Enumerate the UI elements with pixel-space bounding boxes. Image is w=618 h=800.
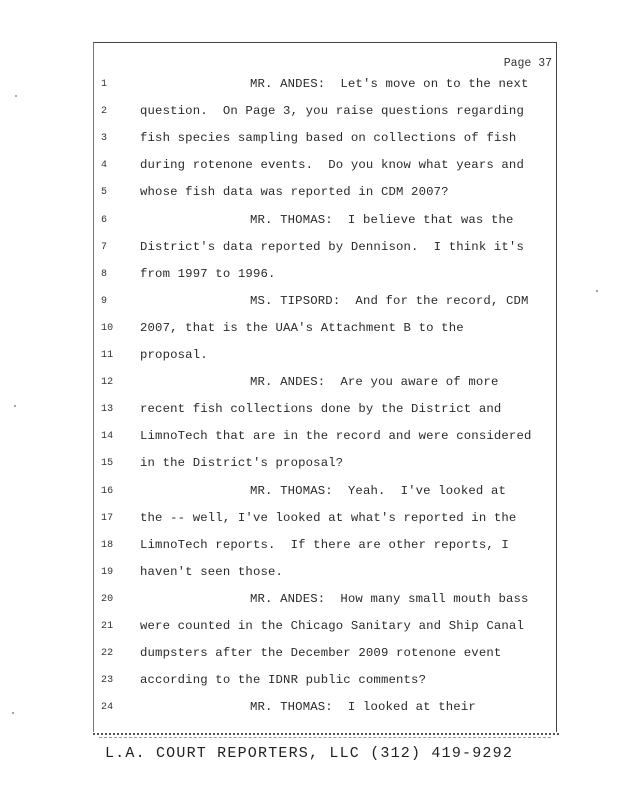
line-number: 6 xyxy=(101,214,108,226)
line-number: 14 xyxy=(101,431,114,443)
line-number: 9 xyxy=(101,295,108,307)
line-text: MR. THOMAS: I believe that was the xyxy=(250,212,514,227)
scan-speck xyxy=(15,95,17,97)
line-text: during rotenone events. Do you know what years and xyxy=(140,158,524,173)
line-number: 21 xyxy=(101,621,114,632)
line-number: 20 xyxy=(101,593,114,605)
line-text: MR. THOMAS: I looked at their xyxy=(250,700,476,715)
transcript-line xyxy=(94,511,556,531)
line-number: 12 xyxy=(101,377,114,389)
line-number: 18 xyxy=(101,539,114,551)
line-number: 4 xyxy=(101,160,108,172)
line-text: MR. THOMAS: Yeah. I've looked at xyxy=(250,483,506,498)
line-text: 2007, that is the UAA's Attachment B to the xyxy=(140,320,464,335)
line-number: 22 xyxy=(101,648,114,660)
line-text: were counted in the Chicago Sanitary and Ship Canal xyxy=(140,619,524,633)
line-text: according to the IDNR public comments? xyxy=(140,673,427,688)
line-number: 11 xyxy=(101,350,114,361)
transcript-page xyxy=(93,42,557,732)
line-text: LimnoTech reports. If there are other reports, I xyxy=(140,537,509,552)
line-text: MR. ANDES: How many small mouth bass xyxy=(250,591,529,606)
transcript-line xyxy=(94,131,556,151)
line-text: the -- well, I've looked at what's reported in the xyxy=(140,510,517,525)
line-number: 16 xyxy=(101,485,114,497)
page-bottom-border xyxy=(93,733,559,735)
line-text: District's data reported by Dennison. I think it's xyxy=(140,239,524,254)
page-number: Page 37 xyxy=(503,57,552,70)
transcript-line xyxy=(94,213,556,233)
scan-speck xyxy=(12,712,14,714)
transcript-line xyxy=(94,77,556,97)
transcript-line xyxy=(94,348,556,368)
line-number: 15 xyxy=(101,458,114,470)
line-number: 24 xyxy=(101,702,114,714)
transcript-line xyxy=(94,375,556,395)
transcript-line xyxy=(94,158,556,178)
line-number: 7 xyxy=(101,241,108,253)
line-text: MS. TIPSORD: And for the record, CDM xyxy=(250,293,529,308)
transcript-line xyxy=(94,185,556,205)
line-text: MR. ANDES: Are you aware of more xyxy=(250,375,499,390)
line-number: 5 xyxy=(101,187,108,199)
transcript-line xyxy=(94,646,556,666)
line-number: 13 xyxy=(101,404,114,416)
line-number: 3 xyxy=(101,133,108,145)
line-text: dumpsters after the December 2009 rotenone event xyxy=(140,646,502,661)
transcript-line xyxy=(94,565,556,585)
transcript-line xyxy=(94,321,556,341)
line-text: MR. ANDES: Let's move on to the next xyxy=(250,77,529,91)
page-bottom-border-secondary xyxy=(99,737,551,738)
line-number: 10 xyxy=(101,322,114,334)
transcript-line xyxy=(94,456,556,476)
transcript-line xyxy=(94,240,556,260)
line-number: 23 xyxy=(101,675,114,687)
line-text: recent fish collections done by the District and xyxy=(140,402,502,417)
line-text: haven't seen those. xyxy=(140,564,284,579)
line-text: question. On Page 3, you raise questions regarding xyxy=(140,104,524,119)
transcript-line xyxy=(94,700,556,720)
transcript-line xyxy=(94,484,556,504)
line-text: in the District's proposal? xyxy=(140,456,344,471)
scan-speck xyxy=(14,405,16,407)
line-text: proposal. xyxy=(140,348,208,362)
transcript-line xyxy=(94,267,556,287)
transcript-line xyxy=(94,538,556,558)
line-number: 17 xyxy=(101,512,114,524)
transcript-line xyxy=(94,619,556,639)
court-reporter-footer: L.A. COURT REPORTERS, LLC (312) 419-9292 xyxy=(104,745,514,762)
transcript-line xyxy=(94,429,556,449)
line-number: 8 xyxy=(101,268,108,280)
transcript-line xyxy=(94,592,556,612)
transcript-line xyxy=(94,673,556,693)
transcript-line xyxy=(94,104,556,124)
line-number: 19 xyxy=(101,566,114,578)
line-number: 1 xyxy=(101,79,108,90)
line-text: fish species sampling based on collections of fish xyxy=(140,131,517,146)
line-number: 2 xyxy=(101,106,108,118)
transcript-line xyxy=(94,402,556,422)
line-text: from 1997 to 1996. xyxy=(140,266,276,281)
scan-speck xyxy=(596,290,598,292)
line-text: LimnoTech that are in the record and were considered xyxy=(140,429,532,444)
line-text: whose fish data was reported in CDM 2007? xyxy=(140,185,449,200)
transcript-line xyxy=(94,294,556,314)
